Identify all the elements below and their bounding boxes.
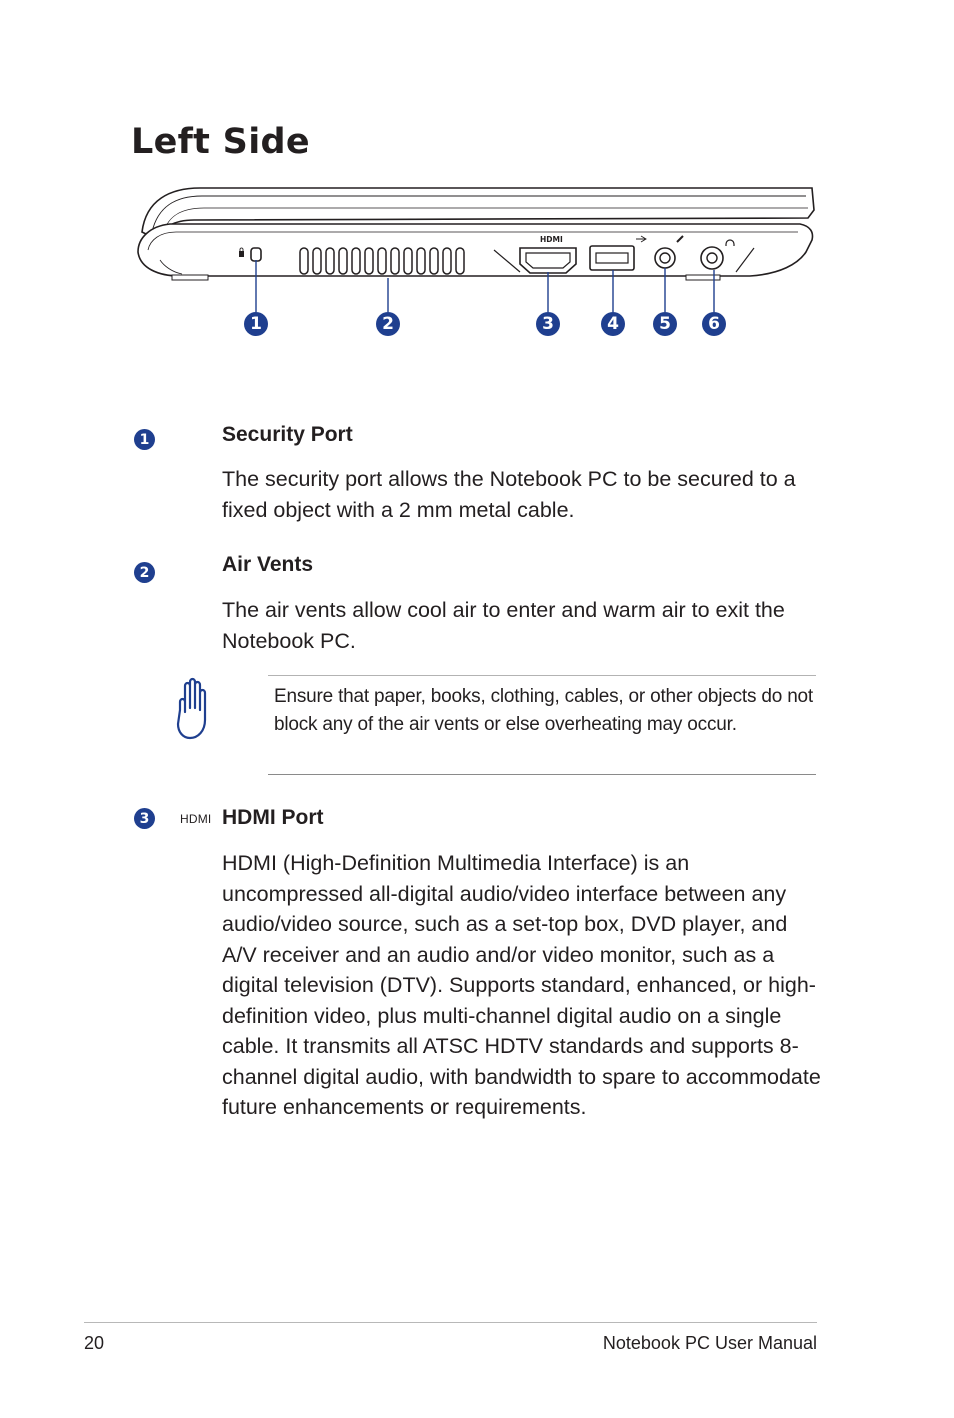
page-title: Left Side bbox=[131, 122, 310, 162]
callout-5: 5 bbox=[653, 312, 677, 336]
page-number: 20 bbox=[84, 1333, 105, 1353]
item-number-badge: 1 bbox=[134, 429, 155, 450]
callout-1: 1 bbox=[244, 312, 268, 336]
callout-4: 4 bbox=[601, 312, 625, 336]
caution-note-text: Ensure that paper, books, clothing, cables, or other objects do not block any of the air vents or else overheating may occur. bbox=[274, 686, 814, 735]
hand-stop-icon bbox=[172, 676, 222, 742]
item-title-hdmi-port: HDMI Port bbox=[222, 806, 324, 829]
manual-title: Notebook PC User Manual bbox=[602, 1333, 817, 1353]
item-body-security-port: The security port allows the Notebook PC to be secured to a fixed object with a 2 mm metal cable. bbox=[222, 467, 796, 522]
item-number-badge: 3 bbox=[134, 808, 155, 829]
item-title-air-vents: Air Vents bbox=[222, 553, 314, 576]
callout-2: 2 bbox=[376, 312, 400, 336]
item-body-air-vents: The air vents allow cool air to enter and warm air to exit the Notebook PC. bbox=[222, 598, 785, 653]
item-number-badge: 2 bbox=[134, 562, 155, 583]
item-title-security-port: Security Port bbox=[222, 423, 353, 446]
hdmi-icon: HDMI bbox=[180, 812, 212, 826]
footer-divider bbox=[84, 1322, 817, 1323]
callout-3: 3 bbox=[536, 312, 560, 336]
caution-note bbox=[268, 675, 816, 775]
hdmi-port-label: HDMI bbox=[540, 235, 563, 244]
item-body-hdmi-port: HDMI (High-Definition Multimedia Interface) is an uncompressed all-digital audio/video interface between any audio/video source, such as a set-top box, DVD player, and A/V receiver and an audio and/or video monitor, such as a digital television (DTV). Supports standard, enhanced, or high-definition video, plus multi-channel digital audio on a single cable. It transmits all ATSC HDTV standards and supports 8-channel digital audio, with bandwidth to spare to accommodate future enhancements or requirements. bbox=[222, 851, 821, 1119]
laptop-left-side-figure bbox=[130, 180, 830, 350]
callout-6: 6 bbox=[702, 312, 726, 336]
